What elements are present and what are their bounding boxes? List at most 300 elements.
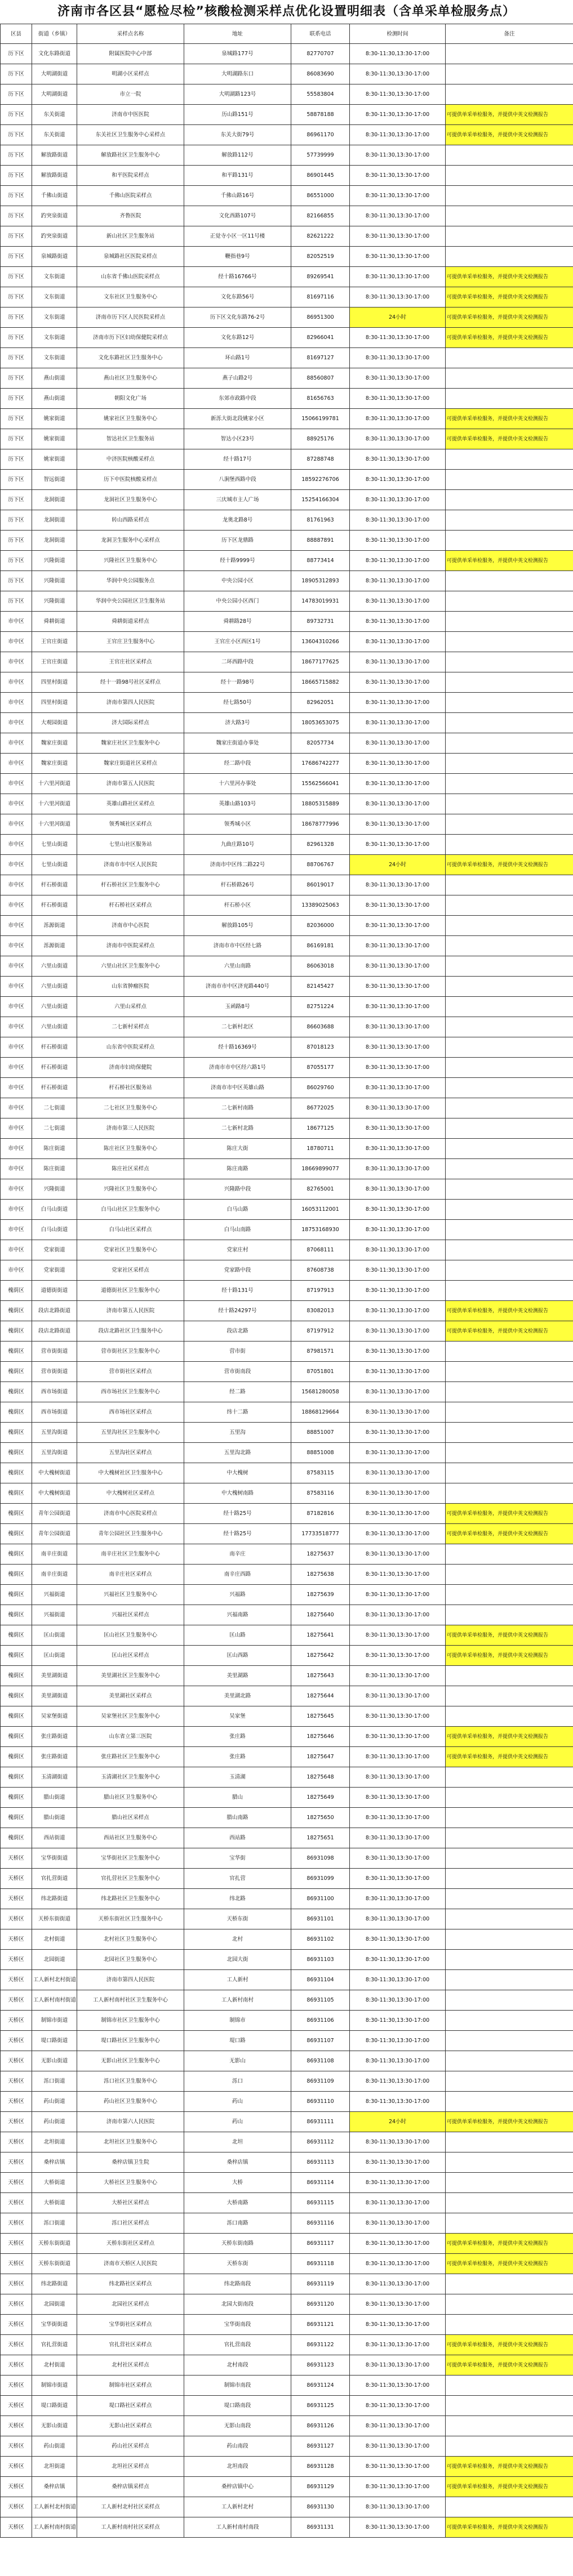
district-cell: 槐荫区	[1, 1402, 32, 1423]
address-cell: 经十路16369号	[184, 1037, 291, 1058]
phone-cell: 86931111	[291, 2112, 350, 2132]
address-cell: 段店北路	[184, 1321, 291, 1342]
district-cell: 历下区	[1, 490, 32, 510]
district-cell: 市中区	[1, 936, 32, 956]
time-cell: 8:30-11:30,13:30-17:00	[350, 2477, 446, 2497]
site-name-cell: 济南市第四人民医院	[77, 1970, 184, 1990]
table-row	[1, 1788, 573, 1808]
district-cell: 市中区	[1, 997, 32, 1017]
remark-cell	[446, 1342, 573, 1362]
time-cell: 8:30-11:30,13:30-17:00	[350, 2193, 446, 2213]
phone-cell: 86931116	[291, 2213, 350, 2234]
remark-cell	[446, 1159, 573, 1179]
remark-cell: 可提供单采单检服务，并提供中英文检测报告	[446, 2355, 573, 2376]
time-cell: 8:30-11:30,13:30-17:00	[350, 1260, 446, 1281]
table-row	[1, 1200, 573, 1220]
district-cell: 天桥区	[1, 2112, 32, 2132]
table-row	[1, 916, 573, 936]
site-name-cell: 中大槐树社区采样点	[77, 1483, 184, 1504]
address-cell: 泺口	[184, 2071, 291, 2092]
phone-cell: 87051801	[291, 1362, 350, 1382]
district-cell: 槐荫区	[1, 1625, 32, 1646]
phone-cell: 18275637	[291, 1544, 350, 1565]
time-cell: 8:30-11:30,13:30-17:00	[350, 1118, 446, 1139]
time-cell: 8:30-11:30,13:30-17:00	[350, 267, 446, 287]
table-row	[1, 2112, 573, 2132]
site-name-cell: 兴隆社区卫生服务中心	[77, 551, 184, 571]
table-row	[1, 1301, 573, 1321]
district-cell: 槐荫区	[1, 1382, 32, 1402]
remark-cell	[446, 1382, 573, 1402]
table-row	[1, 328, 573, 348]
table-row	[1, 591, 573, 612]
remark-cell	[446, 368, 573, 389]
site-name-cell: 经十一路98号社区采样点	[77, 672, 184, 693]
address-cell: 泺口南路	[184, 2213, 291, 2234]
phone-cell: 86551000	[291, 186, 350, 206]
remark-cell	[446, 2315, 573, 2335]
street-cell: 杆石桥街道	[32, 1078, 77, 1098]
street-cell: 五里沟街道	[32, 1443, 77, 1463]
street-cell: 龙洞街道	[32, 510, 77, 531]
district-cell: 天桥区	[1, 2335, 32, 2355]
district-cell: 槐荫区	[1, 1585, 32, 1605]
header-site-name: 采样点名称	[77, 24, 184, 44]
phone-cell: 88851008	[291, 1443, 350, 1463]
address-cell: 二七新村南路	[184, 1098, 291, 1118]
street-cell: 腊山街道	[32, 1808, 77, 1828]
remark-cell	[446, 2132, 573, 2152]
remark-cell	[446, 1037, 573, 1058]
time-cell: 8:30-11:30,13:30-17:00	[350, 2031, 446, 2051]
street-cell: 泉城路街道	[32, 247, 77, 267]
site-name-cell: 魏家庄社区卫生服务中心	[77, 733, 184, 754]
street-cell: 制锦市街道	[32, 2376, 77, 2396]
remark-cell	[446, 2376, 573, 2396]
phone-cell: 83082013	[291, 1301, 350, 1321]
remark-cell	[446, 733, 573, 754]
site-name-cell: 吴家堡社区卫生服务中心	[77, 1706, 184, 1727]
remark-cell	[446, 591, 573, 612]
street-cell: 兴福街道	[32, 1605, 77, 1625]
time-cell: 8:30-11:30,13:30-17:00	[350, 84, 446, 105]
street-cell: 纬北路街道	[32, 1889, 77, 1909]
district-cell: 槐荫区	[1, 1828, 32, 1848]
table-row	[1, 1727, 573, 1747]
remark-cell	[446, 2497, 573, 2517]
site-name-cell: 玉清湖社区卫生服务中心	[77, 1767, 184, 1788]
table-row	[1, 2517, 573, 2538]
remark-cell	[446, 1544, 573, 1565]
street-cell: 吴家堡街道	[32, 1706, 77, 1727]
district-cell: 槐荫区	[1, 1362, 32, 1382]
district-cell: 历下区	[1, 389, 32, 409]
table-row	[1, 2376, 573, 2396]
phone-cell: 86931122	[291, 2335, 350, 2355]
time-cell: 8:30-11:30,13:30-17:00	[350, 2416, 446, 2436]
phone-cell: 88706767	[291, 855, 350, 875]
phone-cell: 86931103	[291, 1950, 350, 1970]
table-row	[1, 1240, 573, 1260]
remark-cell	[446, 1585, 573, 1605]
phone-cell: 17686742277	[291, 754, 350, 774]
phone-cell: 18275641	[291, 1625, 350, 1646]
remark-cell	[446, 1605, 573, 1625]
address-cell: 二环西路中段	[184, 652, 291, 672]
table-row	[1, 470, 573, 490]
site-name-cell: 济南市中心医院	[77, 916, 184, 936]
address-cell: 经七路50号	[184, 693, 291, 713]
remark-cell	[446, 713, 573, 733]
phone-cell: 88925176	[291, 429, 350, 449]
site-name-cell: 文东社区卫生服务中心	[77, 287, 184, 307]
phone-cell: 87197913	[291, 1281, 350, 1301]
street-cell: 北村街道	[32, 2355, 77, 2376]
phone-cell: 86931104	[291, 1970, 350, 1990]
address-cell: 经二路	[184, 1382, 291, 1402]
remark-cell	[446, 916, 573, 936]
remark-cell: 可提供单采单检服务，并提供中英文检测报告	[446, 1301, 573, 1321]
table-row	[1, 1909, 573, 1929]
district-cell: 历下区	[1, 186, 32, 206]
address-cell: 药山	[184, 2092, 291, 2112]
phone-cell: 86931126	[291, 2416, 350, 2436]
street-cell: 工人新村南村街道	[32, 1990, 77, 2011]
address-cell: 工人新村	[184, 1970, 291, 1990]
district-cell: 历下区	[1, 328, 32, 348]
street-cell: 大明湖街道	[32, 64, 77, 84]
district-cell: 历下区	[1, 551, 32, 571]
time-cell: 8:30-11:30,13:30-17:00	[350, 1747, 446, 1767]
street-cell: 腊山街道	[32, 1788, 77, 1808]
table-row	[1, 389, 573, 409]
site-name-cell: 段店北路社区卫生服务中心	[77, 1321, 184, 1342]
remark-cell	[446, 672, 573, 693]
phone-cell: 87197912	[291, 1321, 350, 1342]
phone-cell: 89732731	[291, 612, 350, 632]
phone-cell: 86931131	[291, 2517, 350, 2538]
address-cell: 药山南段	[184, 2436, 291, 2457]
street-cell: 青年公园街道	[32, 1504, 77, 1524]
phone-cell: 15562566041	[291, 774, 350, 794]
district-cell: 市中区	[1, 814, 32, 835]
remark-cell	[446, 794, 573, 814]
site-name-cell: 转山西路采样点	[77, 510, 184, 531]
table-row	[1, 774, 573, 794]
street-cell: 大桥街道	[32, 2173, 77, 2193]
table-row	[1, 2213, 573, 2234]
phone-cell: 89269541	[291, 267, 350, 287]
address-cell: 兴福路	[184, 1585, 291, 1605]
time-cell: 8:30-11:30,13:30-17:00	[350, 166, 446, 186]
address-cell: 五里沟北路	[184, 1443, 291, 1463]
site-name-cell: 纬北路社区卫生服务中心	[77, 1889, 184, 1909]
time-cell: 8:30-11:30,13:30-17:00	[350, 1281, 446, 1301]
site-name-cell: 美里湖社区采样点	[77, 1686, 184, 1706]
address-cell: 制锦市	[184, 2011, 291, 2031]
phone-cell: 86169181	[291, 936, 350, 956]
phone-cell: 86931130	[291, 2497, 350, 2517]
address-cell: 历山路151号	[184, 105, 291, 125]
time-cell: 8:30-11:30,13:30-17:00	[350, 2457, 446, 2477]
remark-cell: 可提供单采单检服务，并提供中英文检测报告	[446, 287, 573, 307]
table-row	[1, 2152, 573, 2173]
time-cell: 8:30-11:30,13:30-17:00	[350, 1037, 446, 1058]
street-cell: 北坦街道	[32, 2457, 77, 2477]
district-cell: 天桥区	[1, 1848, 32, 1869]
phone-cell: 15681280058	[291, 1382, 350, 1402]
site-name-cell: 六里山采样点	[77, 997, 184, 1017]
site-name-cell: 济南市第三人民医院	[77, 1118, 184, 1139]
address-cell: 西站路	[184, 1828, 291, 1848]
district-cell: 历下区	[1, 206, 32, 226]
remark-cell	[446, 1889, 573, 1909]
district-cell: 天桥区	[1, 2193, 32, 2213]
address-cell: 兴隆路中段	[184, 1179, 291, 1200]
address-cell: 大明湖路东口	[184, 64, 291, 84]
address-cell: 八涧堡西路中段	[184, 470, 291, 490]
site-name-cell: 腊山社区卫生服务中心	[77, 1788, 184, 1808]
street-cell: 北村街道	[32, 1929, 77, 1950]
remark-cell	[446, 389, 573, 409]
remark-cell	[446, 1869, 573, 1889]
street-cell: 药山街道	[32, 2092, 77, 2112]
district-cell: 历下区	[1, 166, 32, 186]
district-cell: 市中区	[1, 754, 32, 774]
address-cell: 北坦南段	[184, 2457, 291, 2477]
table-row	[1, 206, 573, 226]
site-name-cell: 魏家庄街道社区采样点	[77, 754, 184, 774]
site-name-cell: 无影山社区采样点	[77, 2416, 184, 2436]
time-cell: 8:30-11:30,13:30-17:00	[350, 125, 446, 145]
street-cell: 天桥东街街道	[32, 2234, 77, 2254]
site-name-cell: 大桥社区采样点	[77, 2193, 184, 2213]
address-cell: 南辛庄西路	[184, 1565, 291, 1585]
remark-cell	[446, 1058, 573, 1078]
street-cell: 兴隆街道	[32, 591, 77, 612]
district-cell: 天桥区	[1, 2152, 32, 2173]
phone-cell: 18805315889	[291, 794, 350, 814]
phone-cell: 18592276706	[291, 470, 350, 490]
address-cell: 大明湖路123号	[184, 84, 291, 105]
street-cell: 制锦市街道	[32, 2011, 77, 2031]
site-name-cell: 纬北路社区采样点	[77, 2274, 184, 2294]
district-cell: 市中区	[1, 1240, 32, 1260]
street-cell: 杆石桥街道	[32, 875, 77, 895]
address-cell: 玉函路8号	[184, 997, 291, 1017]
time-cell: 8:30-11:30,13:30-17:00	[350, 226, 446, 247]
street-cell: 西市场街道	[32, 1382, 77, 1402]
address-cell: 北村南段	[184, 2355, 291, 2376]
site-name-cell: 道德街社区卫生服务中心	[77, 1281, 184, 1301]
address-cell: 经十一路98号	[184, 672, 291, 693]
street-cell: 大观园街道	[32, 713, 77, 733]
phone-cell: 18275643	[291, 1666, 350, 1686]
district-cell: 历下区	[1, 409, 32, 429]
district-cell: 市中区	[1, 1179, 32, 1200]
time-cell: 8:30-11:30,13:30-17:00	[350, 1990, 446, 2011]
district-cell: 天桥区	[1, 2132, 32, 2152]
table-row	[1, 429, 573, 449]
address-cell: 杆石桥小区	[184, 895, 291, 916]
table-row	[1, 2315, 573, 2335]
table-row	[1, 1037, 573, 1058]
phone-cell: 18780711	[291, 1139, 350, 1159]
site-name-cell: 南辛庄社区卫生服务中心	[77, 1544, 184, 1565]
table-row	[1, 2477, 573, 2497]
remark-cell	[446, 1929, 573, 1950]
remark-cell	[446, 1808, 573, 1828]
site-name-cell: 新山社区卫生服务站	[77, 226, 184, 247]
address-cell: 营市街	[184, 1342, 291, 1362]
site-name-cell: 附属医院中心中部	[77, 44, 184, 64]
site-name-cell: 济南市历下区妇幼保健院采样点	[77, 328, 184, 348]
site-name-cell: 华润中央公园服务点	[77, 571, 184, 591]
address-cell: 千佛山路16号	[184, 186, 291, 206]
address-cell: 工人新村南村	[184, 1990, 291, 2011]
phone-cell: 86931124	[291, 2376, 350, 2396]
remark-cell	[446, 1017, 573, 1037]
address-cell: 美里湖北路	[184, 1686, 291, 1706]
remark-cell	[446, 247, 573, 267]
phone-cell: 15254166304	[291, 490, 350, 510]
site-name-cell: 天桥东街社区采样点	[77, 2234, 184, 2254]
table-row	[1, 510, 573, 531]
district-cell: 天桥区	[1, 1990, 32, 2011]
remark-cell	[446, 2396, 573, 2416]
table-row	[1, 713, 573, 733]
site-name-cell: 朝阳文化广场	[77, 389, 184, 409]
district-cell: 天桥区	[1, 2274, 32, 2294]
table-row	[1, 531, 573, 551]
time-cell: 8:30-11:30,13:30-17:00	[350, 1443, 446, 1463]
site-name-cell: 济南市天桥区人民医院	[77, 2254, 184, 2274]
address-cell: 领秀城小区	[184, 814, 291, 835]
district-cell: 槐荫区	[1, 1321, 32, 1342]
address-cell: 匡山路	[184, 1625, 291, 1646]
district-cell: 槐荫区	[1, 1565, 32, 1585]
site-name-cell: 无影山社区卫生服务中心	[77, 2051, 184, 2071]
remark-cell	[446, 1423, 573, 1443]
phone-cell: 86029760	[291, 1078, 350, 1098]
address-cell: 王官庄小区西区1号	[184, 632, 291, 652]
address-cell: 党家庄村	[184, 1240, 291, 1260]
time-cell: 8:30-11:30,13:30-17:00	[350, 632, 446, 652]
phone-cell: 86901445	[291, 166, 350, 186]
district-cell: 市中区	[1, 794, 32, 814]
address-cell: 燕子山路2号	[184, 368, 291, 389]
site-name-cell: 桑梓店镇采样点	[77, 2477, 184, 2497]
time-cell: 8:30-11:30,13:30-17:00	[350, 429, 446, 449]
address-cell: 龙奥北路8号	[184, 510, 291, 531]
street-cell: 兴隆街道	[32, 571, 77, 591]
sampling-site-table	[0, 24, 573, 2538]
site-name-cell: 泺口社区卫生服务中心	[77, 2071, 184, 2092]
phone-cell: 82145427	[291, 977, 350, 997]
table-row	[1, 612, 573, 632]
street-cell: 工人新村南村街道	[32, 2517, 77, 2538]
remark-cell	[446, 186, 573, 206]
district-cell: 槐荫区	[1, 1342, 32, 1362]
site-name-cell: 二七新村采样点	[77, 1017, 184, 1037]
table-row	[1, 186, 573, 206]
phone-cell: 18275639	[291, 1585, 350, 1605]
remark-cell: 可提供单采单检服务，并提供中英文检测报告	[446, 1321, 573, 1342]
phone-cell: 14783019931	[291, 591, 350, 612]
time-cell: 8:30-11:30,13:30-17:00	[350, 1646, 446, 1666]
remark-cell	[446, 206, 573, 226]
site-name-cell: 北园社区卫生服务中心	[77, 1950, 184, 1970]
table-row	[1, 1179, 573, 1200]
district-cell: 历下区	[1, 449, 32, 470]
site-name-cell: 泺口社区采样点	[77, 2213, 184, 2234]
phone-cell: 18677177625	[291, 652, 350, 672]
site-name-cell: 和平医院采样点	[77, 166, 184, 186]
time-cell: 8:30-11:30,13:30-17:00	[350, 794, 446, 814]
phone-cell: 87288748	[291, 449, 350, 470]
address-cell: 东关大街79号	[184, 125, 291, 145]
time-cell: 8:30-11:30,13:30-17:00	[350, 875, 446, 895]
phone-cell: 18275640	[291, 1605, 350, 1625]
phone-cell: 87981571	[291, 1342, 350, 1362]
site-name-cell: 北坦社区采样点	[77, 2457, 184, 2477]
time-cell: 8:30-11:30,13:30-17:00	[350, 652, 446, 672]
address-cell: 中大槐树	[184, 1463, 291, 1483]
remark-cell	[446, 835, 573, 855]
site-name-cell: 西市场社区采样点	[77, 1402, 184, 1423]
remark-cell: 可提供单采单检服务，并提供中英文检测报告	[446, 2477, 573, 2497]
address-cell: 东郊市政路中段	[184, 389, 291, 409]
site-name-cell: 姚家社区卫生服务中心	[77, 409, 184, 429]
remark-cell	[446, 1767, 573, 1788]
table-row	[1, 754, 573, 774]
phone-cell: 86931108	[291, 2051, 350, 2071]
remark-cell: 可提供单采单检服务，并提供中英文检测报告	[446, 307, 573, 328]
district-cell: 历下区	[1, 510, 32, 531]
table-row	[1, 895, 573, 916]
district-cell: 历下区	[1, 429, 32, 449]
time-cell: 8:30-11:30,13:30-17:00	[350, 1159, 446, 1179]
remark-cell: 可提供单采单检服务，并提供中英文检测报告	[446, 1504, 573, 1524]
street-cell: 王官庄街道	[32, 632, 77, 652]
remark-cell	[446, 226, 573, 247]
phone-cell: 88887891	[291, 531, 350, 551]
address-cell: 大桥	[184, 2173, 291, 2193]
district-cell: 天桥区	[1, 2436, 32, 2457]
table-row	[1, 105, 573, 125]
address-cell: 营市街南段	[184, 1362, 291, 1382]
site-name-cell: 五里沟社区采样点	[77, 1443, 184, 1463]
street-cell: 智远街道	[32, 470, 77, 490]
district-cell: 历下区	[1, 105, 32, 125]
time-cell: 8:30-11:30,13:30-17:00	[350, 1565, 446, 1585]
site-name-cell: 美里湖社区卫生服务中心	[77, 1666, 184, 1686]
time-cell: 8:30-11:30,13:30-17:00	[350, 1828, 446, 1848]
remark-cell	[446, 1706, 573, 1727]
site-name-cell: 白马山社区卫生服务中心	[77, 1200, 184, 1220]
table-row	[1, 2294, 573, 2315]
district-cell: 槐荫区	[1, 1443, 32, 1463]
street-cell: 十六里河街道	[32, 794, 77, 814]
site-name-cell: 杆石桥社区卫生服务中心	[77, 875, 184, 895]
district-cell: 槐荫区	[1, 1483, 32, 1504]
district-cell: 历下区	[1, 267, 32, 287]
street-cell: 段店北路街道	[32, 1321, 77, 1342]
address-cell: 新泺大街北段姚家小区	[184, 409, 291, 429]
street-cell: 营市街街道	[32, 1342, 77, 1362]
table-row	[1, 2173, 573, 2193]
district-cell: 天桥区	[1, 2517, 32, 2538]
